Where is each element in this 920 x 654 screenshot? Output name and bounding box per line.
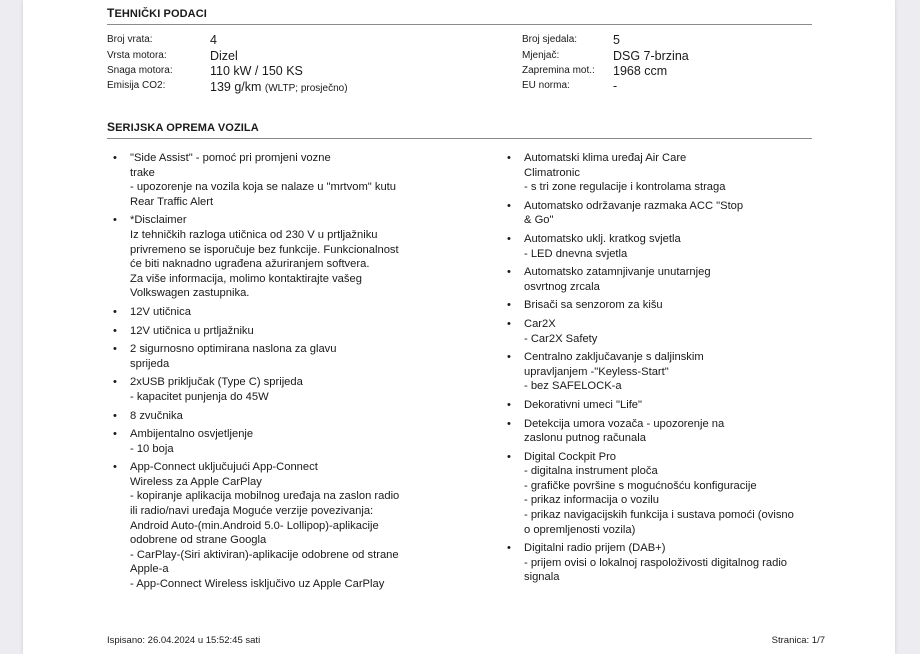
tech-section-title	[107, 6, 207, 20]
equipment-item-detail: - s tri zone regulacije i kontrolama straga	[524, 181, 726, 194]
bullet-icon: •	[113, 343, 117, 356]
equipment-item-detail: o opremljenosti vozila)	[524, 523, 636, 536]
equipment-item-title: 12V utičnica u prtljažniku	[130, 324, 254, 337]
spec-value: 4	[210, 33, 217, 47]
spec-label: Mjenjač:	[522, 50, 560, 61]
equipment-item	[107, 213, 507, 301]
equipment-item	[501, 398, 821, 413]
equipment-item-detail: privremeno se isporučuje bez funkcije. Funkcionalnost	[130, 243, 399, 256]
equipment-item-detail: - grafičke površine s mogućnošću konfiguracije	[524, 479, 757, 492]
equipment-item-detail: - prijem ovisi o lokalnoj raspoloživosti digitalnog radio	[524, 556, 788, 569]
equipment-divider	[107, 138, 812, 139]
equipment-item-title: 12V utičnica	[130, 305, 191, 318]
equipment-item-title: Dekorativni umeci "Life"	[524, 398, 642, 411]
bullet-icon: •	[113, 152, 117, 164]
equipment-item	[501, 265, 821, 294]
tech-title-rest: EHNIČKI PODACI	[114, 8, 207, 20]
equipment-item	[501, 151, 821, 195]
bullet-icon: •	[507, 152, 511, 164]
equipment-item-title: 2 sigurnosno optimirana naslona za glavu	[130, 343, 337, 356]
equipment-item-title: "Side Assist" - pomoć pri promjeni vozne	[130, 152, 331, 164]
equipment-item-detail: signala	[524, 571, 560, 584]
equipment-item	[107, 375, 507, 404]
equipment-item-detail: - 10 boja	[130, 442, 174, 455]
co2-note: (WLTP; prosječno)	[264, 83, 348, 94]
equipment-item-detail: Climatronic	[524, 166, 580, 179]
equipment-item	[501, 541, 821, 585]
spec-value	[210, 80, 348, 94]
bullet-icon: •	[113, 305, 117, 318]
equipment-item-detail: Android Auto-(min.Android 5.0- Lollipop)-aplikacije	[130, 519, 379, 532]
spec-value: -	[613, 79, 618, 93]
equipment-item-detail: - Car2X Safety	[524, 332, 598, 345]
bullet-icon: •	[113, 409, 117, 422]
bullet-icon: •	[113, 376, 117, 389]
bullet-icon: •	[113, 461, 117, 474]
equipment-item-detail: - bez SAFELOCK-a	[524, 380, 622, 393]
equipment-list-left	[107, 151, 507, 596]
equipment-title-initial: S	[107, 120, 116, 134]
spec-label: EU norma:	[522, 80, 570, 91]
equipment-item	[501, 232, 821, 261]
spec-label: Zapremina mot.:	[522, 65, 595, 76]
equipment-item-detail: upravljanjem -"Keyless-Start"	[524, 365, 669, 378]
equipment-item	[501, 417, 821, 446]
spec-label: Vrsta motora:	[107, 50, 167, 61]
equipment-item	[107, 305, 507, 320]
equipment-item-title: Digital Cockpit Pro	[524, 450, 617, 463]
equipment-item-title: App-Connect uključujući App-Connect	[130, 461, 318, 474]
equipment-item-detail: odobrene od strane Googla	[130, 534, 267, 547]
equipment-item-detail: - App-Connect Wireless isključivo uz Apple CarPlay	[130, 578, 385, 591]
equipment-item-detail: - kapacitet punjenja do 45W	[130, 390, 269, 403]
co2-value: 139 g/km	[210, 80, 262, 94]
bullet-icon: •	[507, 398, 511, 411]
bullet-icon: •	[507, 232, 511, 245]
equipment-item-detail: - CarPlay-(Siri aktiviran)-aplikacije odobrene od strane	[130, 548, 399, 561]
equipment-item-title: 2xUSB priključak (Type C) sprijeda	[130, 376, 303, 389]
equipment-item-detail: Apple-a	[130, 563, 169, 576]
spec-value: DSG 7-brzina	[613, 49, 689, 63]
equipment-item-detail: trake	[130, 166, 155, 179]
bullet-icon: •	[507, 317, 511, 330]
equipment-item-detail: - prikaz navigacijskih funkcija i sustava pomoći (ovisno	[524, 509, 794, 522]
equipment-item-title: Detekcija umora vozača - upozorenje na	[524, 417, 725, 430]
spec-value: 5	[613, 33, 620, 47]
equipment-item-detail: - digitalna instrument ploča	[524, 465, 658, 478]
equipment-item	[501, 199, 821, 228]
spec-label: Broj vrata:	[107, 34, 153, 45]
bullet-icon: •	[113, 428, 117, 441]
equipment-item-title: 8 zvučnika	[130, 409, 183, 422]
equipment-item-detail: sprijeda	[130, 357, 170, 370]
tech-title-initial: T	[107, 6, 115, 20]
spec-label: Broj sjedala:	[522, 34, 578, 45]
equipment-item	[501, 317, 821, 346]
equipment-item-detail: Wireless za Apple CarPlay	[130, 475, 262, 488]
equipment-title-rest: ERIJSKA OPREMA VOZILA	[115, 122, 259, 134]
equipment-list-right	[501, 151, 821, 589]
equipment-item-title: Automatski klima uređaj Air Care	[524, 152, 687, 164]
spec-value: 1968 ccm	[613, 64, 668, 78]
equipment-item	[107, 409, 507, 424]
bullet-icon: •	[507, 450, 511, 463]
spec-label: Snaga motora:	[107, 65, 173, 76]
equipment-item	[107, 460, 507, 591]
equipment-item-detail: & Go"	[524, 214, 554, 227]
printed-timestamp: Ispisano: 26.04.2024 u 15:52:45 sati	[107, 635, 261, 646]
spec-value: 110 kW / 150 KS	[210, 64, 303, 78]
equipment-section-title	[107, 120, 259, 134]
equipment-item-detail: - prikaz informacija o vozilu	[524, 494, 659, 507]
equipment-item-detail: ili radio/navi uređaja Moguće verzije povezivanja:	[130, 505, 374, 518]
equipment-item-title: Automatsko zatamnjivanje unutarnjeg	[524, 266, 711, 279]
equipment-item-title: Automatsko održavanje razmaka ACC "Stop	[524, 199, 744, 212]
equipment-item	[107, 324, 507, 339]
equipment-item	[501, 350, 821, 394]
equipment-item	[107, 151, 507, 209]
equipment-item-detail: će biti naknadno ugrađena ažuriranjem softvera.	[130, 258, 370, 271]
bullet-icon: •	[113, 324, 117, 337]
equipment-item-detail: Iz tehničkih razloga utičnica od 230 V u prtljažniku	[130, 228, 378, 241]
equipment-item-detail: Za više informacija, molimo kontaktirajte vašeg	[130, 272, 362, 285]
equipment-item-detail: zaslonu putnog računala	[524, 432, 646, 445]
equipment-item-detail: Rear Traffic Alert	[130, 195, 214, 208]
tech-divider	[107, 24, 812, 25]
equipment-item	[501, 450, 821, 538]
bullet-icon: •	[507, 542, 511, 555]
bullet-icon: •	[507, 351, 511, 364]
bullet-icon: •	[113, 214, 117, 227]
equipment-item-title: Centralno zaključavanje s daljinskim	[524, 351, 704, 364]
page-number: Stranica: 1/7	[771, 635, 825, 646]
equipment-item-detail: Volkswagen zastupnika.	[130, 287, 250, 300]
equipment-item-title: Automatsko uklj. kratkog svjetla	[524, 232, 681, 245]
equipment-item	[107, 342, 507, 371]
equipment-item-title: *Disclaimer	[130, 214, 187, 227]
bullet-icon: •	[507, 266, 511, 279]
equipment-item	[107, 427, 507, 456]
equipment-item-detail: - kopiranje aplikacija mobilnog uređaja na zaslon radio	[130, 490, 400, 503]
bullet-icon: •	[507, 417, 511, 430]
equipment-item-detail: - LED dnevna svjetla	[524, 247, 628, 260]
equipment-item-title: Digitalni radio prijem (DAB+)	[524, 542, 666, 555]
equipment-item	[501, 298, 821, 313]
bullet-icon: •	[507, 299, 511, 312]
equipment-item-title: Brisači sa senzorom za kišu	[524, 299, 663, 312]
bullet-icon: •	[507, 199, 511, 212]
equipment-item-detail: osvrtnog zrcala	[524, 280, 600, 293]
equipment-item-title: Ambijentalno osvjetljenje	[130, 428, 254, 441]
spec-label: Emisija CO2:	[107, 80, 166, 91]
document-page	[23, 0, 895, 654]
equipment-item-detail: - upozorenje na vozila koja se nalaze u "mrtvom" kutu	[130, 181, 397, 194]
equipment-item-title: Car2X	[524, 317, 556, 330]
spec-value: Dizel	[210, 49, 238, 63]
